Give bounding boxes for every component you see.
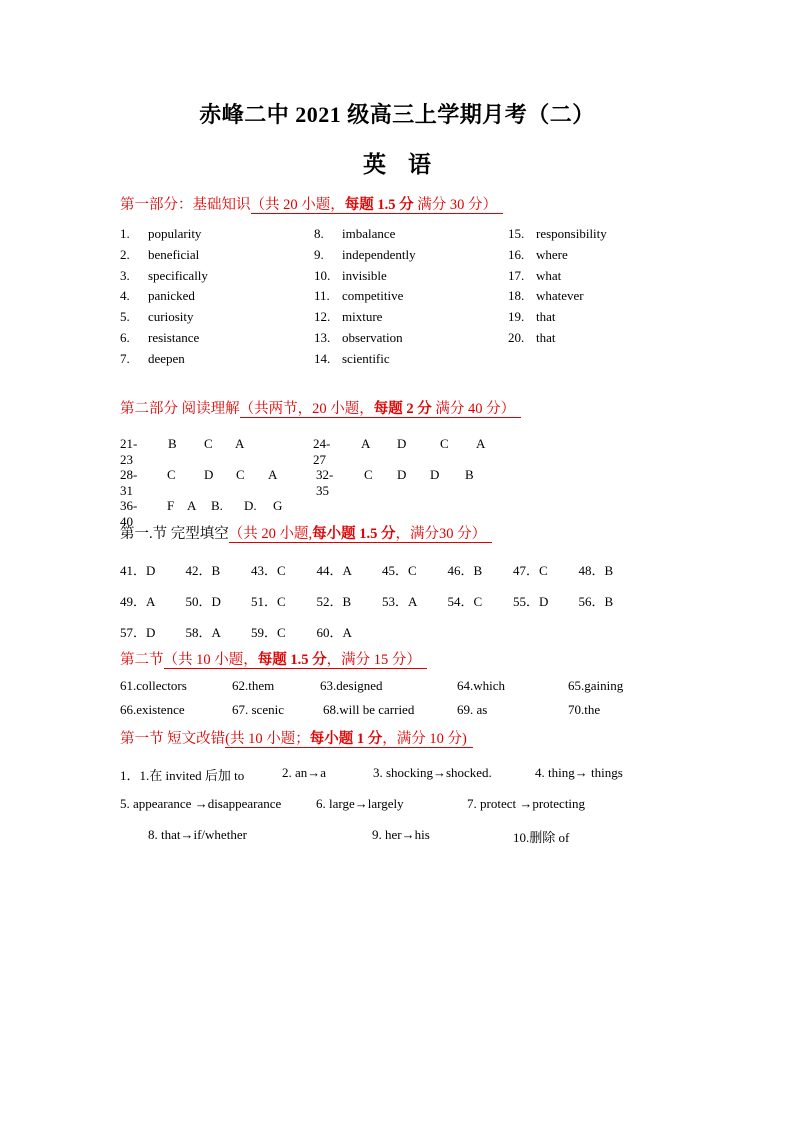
cloze-scoring-b: ，满分30 分） (395, 526, 487, 542)
correction-item: 5. appearance →disappearance (120, 796, 282, 811)
correction-scoring (225, 731, 473, 748)
answer-letter: B (168, 436, 177, 451)
answer-item (120, 309, 194, 325)
item-number: 1. (120, 226, 130, 241)
item-number: 6. (120, 329, 130, 345)
question-range: 24-27 (313, 436, 331, 467)
item-number: 12. (314, 309, 331, 325)
item-number: 15. (508, 226, 525, 241)
answer-letter: A (268, 467, 278, 482)
answer-letter: A (235, 436, 245, 451)
part1-header (120, 193, 503, 214)
correction-item: 6. large→largely (316, 796, 404, 811)
cloze-answer: 57．D (120, 625, 156, 640)
gap-fill-answer: 63.designed (320, 678, 383, 693)
answer-item (314, 309, 382, 325)
cloze-answer: 54．C (447, 594, 483, 609)
item-number: 18. (508, 288, 525, 304)
item-number: 11. (314, 288, 330, 304)
cloze-answer: 46．B (447, 563, 483, 578)
correction-item: 4. thing→ things (535, 765, 623, 780)
answer-item (120, 226, 201, 242)
answer-letter: D (397, 436, 407, 451)
item-number: 5. (120, 309, 130, 325)
part2b-scoring-a: （共 10 小题， (163, 652, 258, 668)
cloze-answer: 48．B (578, 563, 614, 578)
part2-scoring-bold: 每题 2 分 (373, 401, 432, 417)
answer-item (314, 247, 416, 263)
answer-letter: C (364, 467, 373, 482)
cloze-answer: 59．C (251, 625, 286, 640)
correction-label: 第一节 短文改错 (120, 731, 226, 747)
answer-item (120, 330, 199, 346)
part1-scoring-a: （共 20 小题， (250, 197, 345, 213)
item-answer: curiosity (148, 309, 194, 325)
cloze-answer: 44．A (316, 563, 352, 578)
correction-item: 1．1.在 invited 后加 to (120, 768, 245, 783)
question-range: 21-23 (120, 436, 138, 467)
item-answer: that (536, 309, 556, 325)
cloze-answer: 42．B (185, 563, 221, 578)
answer-item (314, 330, 403, 346)
answer-letter: C (204, 436, 213, 451)
correction-item: 3. shocking→shocked. (373, 765, 492, 780)
item-answer: specifically (148, 267, 208, 283)
part2b-scoring-b: ，满分 15 分） (326, 652, 421, 668)
part1-scoring-bold: 每题 1.5 分 (344, 197, 414, 213)
answer-item (508, 247, 568, 263)
question-range: 36-40 (120, 498, 138, 529)
part2b-label: 第二节 (120, 652, 164, 668)
item-number: 9. (314, 246, 324, 262)
gap-fill-answer: 61.collectors (120, 678, 187, 693)
question-range: 32-35 (316, 467, 334, 498)
part1-scoring (251, 197, 504, 214)
answer-row (120, 288, 660, 309)
correction-scoring-a: (共 10 小题； (225, 731, 310, 747)
item-answer: imbalance (342, 226, 396, 241)
cloze-answer: 55．D (513, 594, 549, 609)
item-answer: panicked (148, 288, 195, 304)
cloze-answer: 60．A (316, 625, 352, 640)
cloze-answer: 45．C (382, 563, 417, 578)
answer-row (120, 247, 660, 268)
part2b-header (120, 648, 427, 669)
answer-letter: C (236, 467, 245, 482)
cloze-answer: 41．D (120, 563, 156, 578)
answer-item (120, 288, 195, 304)
answer-item (314, 268, 387, 284)
item-answer: mixture (342, 309, 383, 325)
gap-fill-answer: 68.will be carried (323, 702, 415, 717)
answer-item (508, 288, 584, 304)
gap-fill-answer: 62.them (232, 678, 275, 693)
item-number: 13. (314, 329, 331, 345)
gap-fill-answer: 66.existence (120, 702, 185, 717)
cloze-answer: 49．A (120, 594, 156, 609)
item-number: 3. (120, 267, 130, 283)
answer-letter: D (397, 467, 407, 482)
answer-item (314, 226, 395, 242)
answer-item (508, 226, 607, 242)
answer-letter: A (361, 436, 371, 451)
cloze-scoring (229, 526, 492, 543)
cloze-answer: 58．A (185, 625, 221, 640)
item-answer: whatever (536, 288, 584, 304)
answer-letter: D (204, 467, 214, 482)
cloze-answer: 52．B (316, 594, 352, 609)
part2-header (120, 397, 521, 418)
answer-letter: B (465, 467, 474, 482)
answer-row (120, 351, 660, 372)
answer-item (508, 309, 556, 325)
answer-letter: A (476, 436, 486, 451)
item-number: 2. (120, 246, 130, 262)
cloze-scoring-bold: 每小题 1.5 分 (312, 526, 396, 542)
page-title: 赤峰二中 2021 级高三上学期月考（二） (199, 102, 595, 127)
cloze-answer: 51．C (251, 594, 286, 609)
item-number: 10. (314, 267, 331, 283)
part2-scoring-b: 满分 40 分） (431, 401, 516, 417)
cloze-answer: 56．B (578, 594, 614, 609)
item-number: 17. (508, 267, 525, 283)
cloze-answer: 47．C (513, 563, 548, 578)
correction-scoring-b: ，满分 10 分) (382, 731, 467, 747)
answer-item (120, 247, 199, 263)
gap-fill-answer: 69. as (457, 702, 488, 717)
answer-letter: C (167, 467, 176, 482)
answer-item (120, 268, 208, 284)
correction-scoring-bold: 每小题 1 分 (309, 731, 383, 747)
gap-fill-answer: 67. scenic (232, 702, 284, 717)
item-number: 16. (508, 246, 525, 262)
item-answer: popularity (148, 226, 202, 241)
part2b-scoring-bold: 每题 1.5 分 (257, 652, 327, 668)
answer-letter: D (430, 467, 440, 482)
part2-scoring (240, 401, 522, 418)
part2-label: 第二部分 阅读理解 (120, 401, 240, 417)
answer-item (314, 288, 403, 304)
answer-row (120, 226, 660, 247)
cloze-scoring-a: （共 20 小题, (228, 526, 313, 542)
cloze-answer: 50．D (185, 594, 221, 609)
correction-item: 7. protect →protecting (467, 796, 586, 811)
answer-row (120, 330, 660, 351)
item-answer: responsibility (536, 226, 607, 241)
item-answer: what (536, 267, 562, 283)
part2b-scoring (164, 652, 427, 669)
item-number: 20. (508, 329, 525, 345)
item-answer: competitive (342, 288, 404, 304)
part1-scoring-b: 满分 30 分） (413, 197, 497, 213)
answer-letter: G (273, 498, 283, 513)
item-number: 19. (508, 309, 525, 325)
answer-item (508, 330, 556, 346)
part1-label: 第一部分：基础知识 (120, 197, 251, 213)
subject-heading: 英语 (363, 152, 453, 177)
cloze-header (120, 522, 492, 543)
correction-item: 10.删除 of (513, 830, 570, 845)
answer-letter: F (167, 498, 175, 513)
part1-answer-grid (120, 226, 660, 372)
correction-header (120, 727, 473, 748)
gap-fill-answer: 70.the (568, 702, 601, 717)
gap-fill-answer: 65.gaining (568, 678, 624, 693)
answer-item (120, 351, 185, 367)
cloze-answer: 43．C (251, 563, 286, 578)
item-answer: beneficial (148, 246, 200, 262)
answer-row (120, 268, 660, 289)
item-answer: observation (342, 329, 403, 345)
correction-item: 9. her→his (372, 827, 430, 842)
answer-letter: A (187, 498, 197, 513)
answer-item (314, 351, 390, 367)
item-number: 8. (314, 226, 324, 241)
item-answer: invisible (342, 267, 387, 283)
gap-fill-answer: 64.which (457, 678, 506, 693)
item-answer: where (536, 246, 568, 262)
item-answer: resistance (148, 329, 200, 345)
answer-row (120, 309, 660, 330)
question-range: 28-31 (120, 467, 138, 498)
item-answer: that (536, 329, 556, 345)
correction-item: 8. that→if/whether (148, 827, 247, 842)
answer-item (508, 268, 561, 284)
answer-letter: B. (211, 498, 223, 513)
correction-item: 2. an→a (282, 765, 327, 780)
cloze-answer: 53．A (382, 594, 418, 609)
part2-scoring-a: （共两节，20 小题， (239, 401, 374, 417)
answer-letter: C (440, 436, 449, 451)
item-number: 7. (120, 350, 130, 366)
item-answer: deepen (148, 350, 185, 366)
item-number: 4. (120, 288, 130, 304)
item-number: 14. (314, 350, 331, 366)
answer-letter: D. (244, 498, 257, 513)
item-answer: independently (342, 246, 416, 262)
item-answer: scientific (342, 350, 390, 366)
cloze-label: 第一.节 完型填空 (120, 526, 229, 542)
